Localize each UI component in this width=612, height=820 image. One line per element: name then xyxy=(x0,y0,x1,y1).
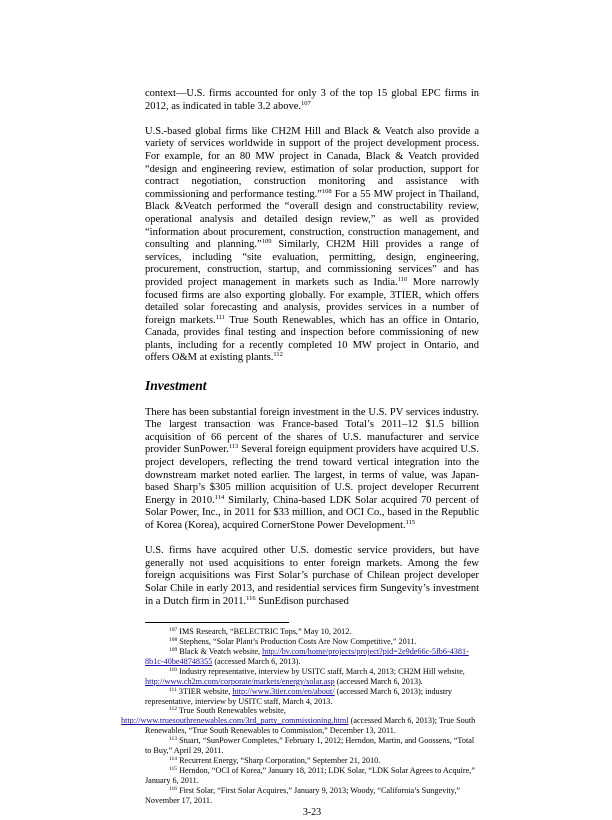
paragraph-global-firms xyxy=(145,126,479,365)
footnote-number: 108 xyxy=(169,637,178,644)
footnote-113 xyxy=(145,736,479,756)
footnote-number: 110 xyxy=(169,666,178,673)
footnote-ref[interactable]: 108 xyxy=(321,187,332,195)
footnote-text: 3TIER website, xyxy=(176,686,233,696)
footnote-link[interactable]: http://www.3tier.com/en/about/ xyxy=(232,686,335,696)
footnote-link[interactable]: http://www.truesouthrenewables.com/3rd_party_commissioning.html xyxy=(121,716,349,726)
footnote-number: 107 xyxy=(169,627,178,634)
footnote-divider xyxy=(145,622,289,623)
footnote-ref[interactable]: 109 xyxy=(261,238,272,246)
paragraph-text: Similarly, CH2M Hill provides a range of services, including “site evaluation, permitting, design, engineering, procurement, construction, startup, and commissioning services” and has provided project management in markets such as India. xyxy=(145,239,479,288)
footnote-number: 116 xyxy=(169,785,178,792)
footnote-text: First Solar, “First Solar Acquires,” January 9, 2013; Woody, “California’s Sungevity,” November 17, 2011. xyxy=(145,785,461,805)
footnote-ref[interactable]: 114 xyxy=(214,493,225,501)
footnote-text: (accessed March 6, 2013). xyxy=(334,676,423,686)
paragraph-text: There has been substantial foreign investment in the U.S. PV services industry. The largest transaction was France-based Total’s 2011–12 $1.5 billion acquisition of 66 percent of the shares of U.S. manufacturer and service provider SunPower. xyxy=(145,406,479,456)
footnote-108 xyxy=(145,637,479,647)
paragraph-text: More narrowly focused firms are also exporting globally. For example, 3TIER, which offers detailed solar forecasting and analysis, provides services in a number of foreign markets. xyxy=(145,276,480,326)
footnote-number: 111 xyxy=(169,686,177,693)
footnote-text: Black & Veatch website, xyxy=(177,646,263,656)
footnote-text: (accessed March 6, 2013); industry representative, interview by USITC staff, March 4, 2013. xyxy=(145,686,452,706)
footnotes xyxy=(121,627,479,805)
paragraph-context xyxy=(145,88,479,113)
footnote-111 xyxy=(145,687,479,707)
footnote-ref[interactable]: 113 xyxy=(228,443,239,451)
footnote-text: (accessed March 6, 2013). xyxy=(212,656,301,666)
paragraph-text: U.S. firms have acquired other U.S. domestic service providers, but have generally not used acquisitions to enter foreign markets. Among the few foreign acquisitions was First Solar’s purchase of Chilean project developer Solar Chile in early 2013, and residential services firm Sungevity’s investment in a Dutch firm in 2011. xyxy=(145,545,479,607)
paragraph-investment xyxy=(145,407,479,533)
page-number: 3-23 xyxy=(302,807,322,819)
footnote-text: Industry representative, interview by USITC staff, March 4, 2013; CH2M Hill website, xyxy=(177,666,465,676)
section-heading-investment: Investment xyxy=(145,377,207,393)
footnote-link[interactable]: http://bv.com/home/projects/project?pid=2e9de66c-5fb6-4381-8b1c-40be48748355 xyxy=(145,646,469,666)
paragraph-text: Several foreign equipment providers have acquired U.S. project developers, reflecting the trend toward vertical integration into the downstream market noted earlier. The largest, in terms of value, was Japan-based Sharp’s $305 million acquisition of U.S. project developer Recurrent Energy in 2010. xyxy=(145,444,479,506)
footnote-ref[interactable]: 116 xyxy=(246,594,256,602)
document-page xyxy=(121,88,480,820)
paragraph-text: SunEdison purchased xyxy=(255,595,349,607)
footnote-112 xyxy=(121,706,479,736)
footnote-ref[interactable]: 107 xyxy=(301,99,311,107)
footnote-link[interactable]: http://www.ch2m.com/corporate/markets/energy/solar.asp xyxy=(145,676,335,686)
paragraph-text: context—U.S. firms accounted for only 3 of the top 15 global EPC firms in 2012, as indicated in table 3.2 above. xyxy=(145,88,479,112)
footnote-text: Stuart, “SunPower Completes,” February 1, 2012; Herndon, Martin, and Goossens, “Total to Buy,” April 29, 2011. xyxy=(145,736,475,756)
footnote-text: True South Renewables website, xyxy=(177,706,286,716)
footnote-text: Stephens, “Solar Plant’s Production Costs Are Now Competitive,” 2011. xyxy=(177,637,417,647)
footnote-110 xyxy=(145,667,479,687)
footnote-text: IMS Research, “BELECTRIC Tops,” May 10, 2012. xyxy=(177,627,352,637)
footnote-114 xyxy=(145,756,479,766)
footnote-number: 115 xyxy=(169,765,178,772)
footnote-ref[interactable]: 115 xyxy=(405,519,416,526)
paragraph-text: True South Renewables, which has an office in Ontario, Canada, provides final testing and inspection before commissioning of new plants, including for a recently completed 10 MW project in Ontario, and offers O&M at existing plants. xyxy=(145,314,479,364)
footnote-115 xyxy=(145,766,479,786)
footnote-number: 109 xyxy=(169,646,178,653)
footnote-109 xyxy=(145,647,479,667)
paragraph-us-acquisitions xyxy=(145,545,479,608)
footnote-107 xyxy=(145,627,479,637)
footnote-ref[interactable]: 112 xyxy=(273,351,283,359)
paragraph-text: For a 55 MW project in Thailand, Black &Veatch performed the “overall design and constructability review, operational analysis and detailed design review,” as well as provided “information about procurement, construction, construction management, and consulting and planning.” xyxy=(145,188,479,251)
footnote-text: Recurrent Energy, “Sharp Corporation,” September 21, 2010. xyxy=(177,755,381,765)
footnote-number: 112 xyxy=(169,706,178,713)
footnote-ref[interactable]: 110 xyxy=(397,275,408,283)
paragraph-text: Similarly, China-based LDK Solar acquired 70 percent of Solar Power, Inc., in 2011 for $33 million, and OCI Co., based in the Republic of Korea (Korea), acquired CornerStone Power Development. xyxy=(145,494,479,531)
paragraph-text: U.S.-based global firms like CH2M Hill and Black & Veatch also provide a variety of services worldwide in support of the project development process. For example, for an 80 MW project in Canada, Black & Veatch provided “design and engineering review, estimation of solar production, support for contract negotiation, construction monitoring and assistance with commissioning and performance testing.” xyxy=(145,125,479,200)
footnote-116 xyxy=(145,786,479,806)
footnote-number: 113 xyxy=(169,736,178,743)
footnote-text: (accessed March 6, 2013); True South Renewables, “True South Renewables to Commission,” December 13, 2011. xyxy=(145,716,476,736)
footnote-ref[interactable]: 111 xyxy=(215,313,225,321)
footnote-text: Herndon, “OCI of Korea,” January 18, 2011; LDK Solar, “LDK Solar Agrees to Acquire,” January 6, 2011. xyxy=(145,765,475,785)
footnote-number: 114 xyxy=(169,755,178,762)
